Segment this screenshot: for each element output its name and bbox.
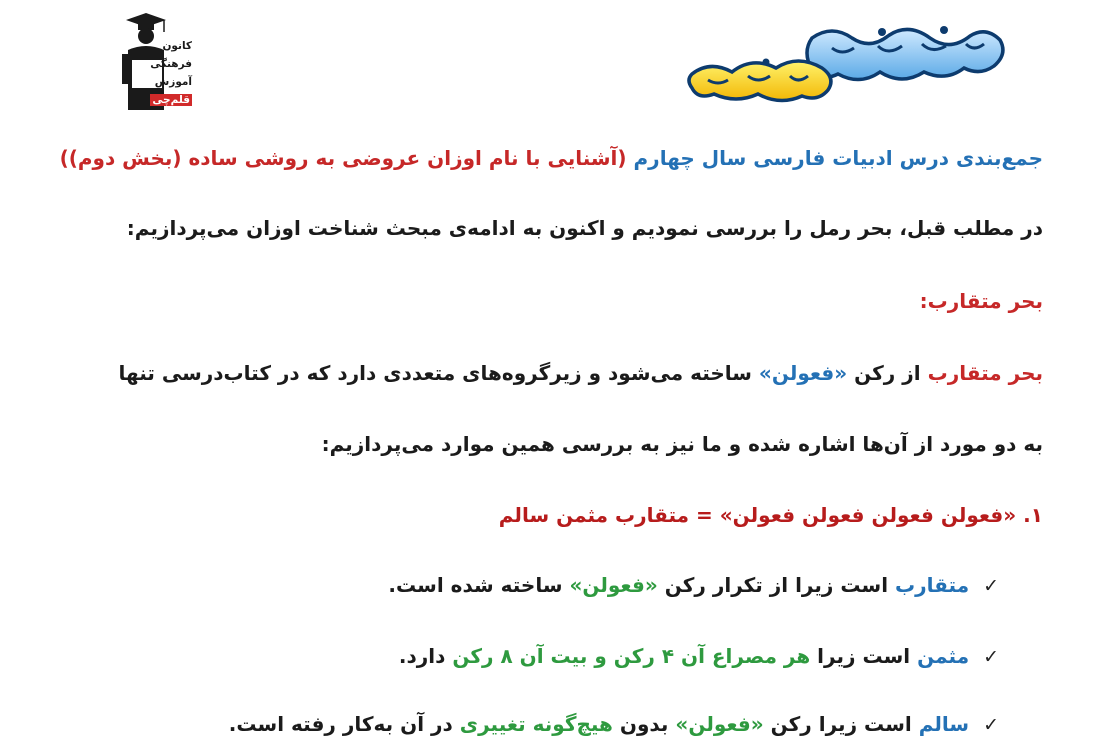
numbered-item-1 [499,503,1043,527]
ghalamchi-publisher-logo [120,10,194,114]
checkmark-icon: ✓ [983,714,999,736]
checkmark-icon: ✓ [983,575,999,597]
publisher-line-3: آموزش [154,76,192,88]
bullet-highlight: «فعولن» [569,573,658,597]
bullet-item-3 [229,712,999,736]
bullet-text-end: در آن به‌کار رفته است. [228,712,460,736]
bullet-text: است زیرا از تکرار رکن [657,573,896,597]
bullet-term: سالم [918,712,970,736]
lesson-title [60,146,1043,170]
lesson-title-main: جمع‌بندی درس ادبیات فارسی سال چهارم [633,146,1043,170]
bullet-item-2 [399,644,999,668]
paragraph-line-1 [119,361,1043,385]
bullet-highlight: هر مصراع آن ۴ رکن و بیت آن ۸ رکن [452,644,811,668]
publisher-line-4: قلم‌چی [152,94,190,106]
term-bahr-motagharib: بحر متقارب [927,361,1043,385]
bullet-text: است زیرا [810,644,918,668]
paragraph-line-2: به دو مورد از آن‌ها اشاره شده و ما نیز به بررسی همین موارد می‌پردازیم: [321,432,1043,456]
bullet-highlight: «فعولن» [675,712,764,736]
rokn-highlight: «فعولن» [758,361,848,385]
konkur-logo-graphic [682,18,1028,106]
bullet-text-end: دارد. [398,644,453,668]
konkur-summary-logo [682,18,1028,106]
item-number: ۱. [1023,503,1043,527]
bullet-text-end: ساخته شده است. [388,573,570,597]
item-text: «فعولن فعولن فعولن فعولن» = متقارب مثمن سالم [498,503,1024,527]
paragraph-text-1: از رکن [847,361,928,385]
intro-paragraph: در مطلب قبل، بحر رمل را بررسی نمودیم و اکنون به ادامه‌ی مبحث شناخت اوزان می‌پردازیم: [126,216,1043,240]
publisher-line-2: فرهنگی [150,58,192,70]
bullet-term: مثمن [917,644,970,668]
publisher-line-1: کانون [162,40,192,52]
checkmark-icon: ✓ [983,646,999,668]
bullet-text: است زیرا رکن [763,712,919,736]
bullet-text-mid: بدون [612,712,676,736]
paragraph-text-2: ساخته می‌شود و زیرگروه‌های متعددی دارد که در کتاب‌درسی تنها [118,361,759,385]
lesson-title-subtitle: (آشنایی با نام اوزان عروضی به روشی ساده (بخش دوم)) [59,146,634,170]
bullet-highlight-2: هیچ‌گونه تغییری [459,712,613,736]
section-heading: بحر متقارب: [919,289,1043,313]
bullet-item-1 [388,573,999,597]
bullet-term: متقارب [895,573,970,597]
